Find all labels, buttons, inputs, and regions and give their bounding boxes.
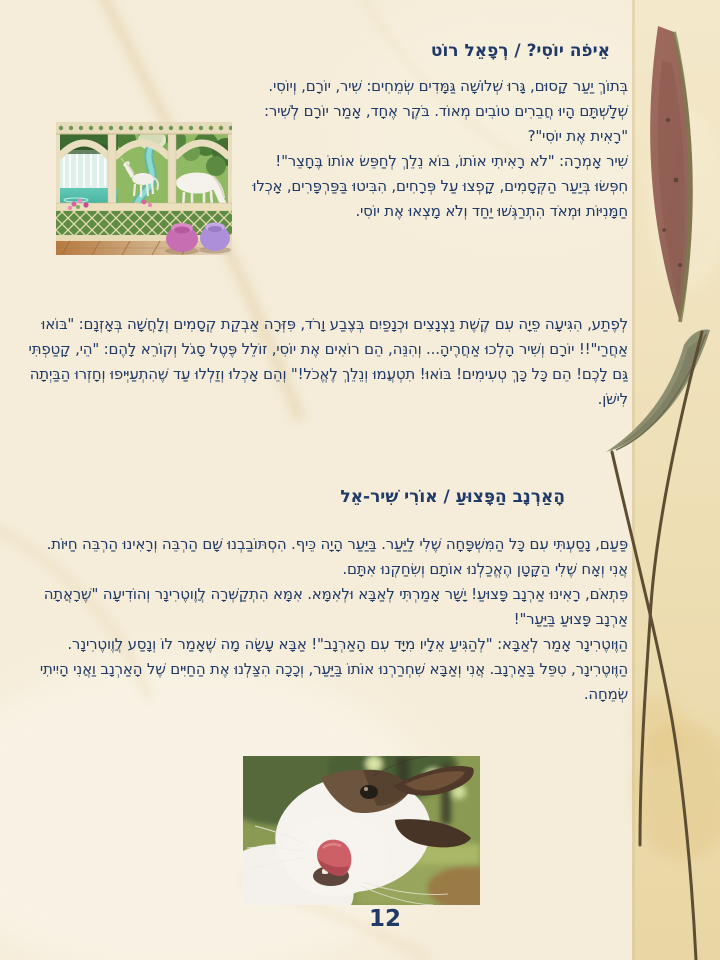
paragraph: פַּעַם, נָסַעְתִּי עִם כָּל הַמִּשְׁפָּחָה שֶׁלִי לַיַּעַר. בַּיַּעַר הָיָה כֵּיף. הִסְתּוֹבַבְנוּ שָׁם הַרְבֵּה וְרָאִינוּ הַרְבֵּה חַיּוֹת. אֲנִי וְאָח שֶׁלִי הַקָּטָן הֶאֱכַלְנוּ אוֹתָם וְשִׂחַקְנוּ אִתָּם. bbox=[46, 535, 628, 578]
paragraph: חִפְּשׂוּ בְּיַעַר הַקְּסָמִים, קָפְצוּ עַל פְּרָחִים, הִבִּיטוּ בַּפַּרְפָּרִים, אָכְלוּ חַמָּנִיּוֹת וּמְאֹד הִתְרַגְּשׁוּ יַחַד וְלֹא מָצְאוּ אֶת יוֹסִי. bbox=[252, 177, 628, 220]
paragraph: הַוֶּוטֶרִינָר, טִפֵּל בַּאַרְנָב. אֲנִי וְאַבָּא שִׁחְרַרְנוּ אוֹתוֹ בַּיַּעַר, וְכָכָה הִצַּלְנוּ אֶת הַחַיִּים שֶׁל הָאַרְנָב וַאֲנִי הָיִיתִי שְׂמֵחָה. bbox=[39, 660, 628, 703]
paragraph: שִׁיר אָמְרָה: "לֹא רָאִיתִי אוֹתוֹ, בּוֹא נֵלֵךְ לְחַפֵּשׂ אוֹתוֹ בֶּחָצֵר"! bbox=[275, 152, 628, 170]
rabbit-photo bbox=[243, 756, 480, 905]
paragraph: בְּתוֹךְ יַעַר קָסוּם, גָּרוּ שְׁלוֹשָׁה גַּמָּדִים שְׂמֵחִים: שִׁיר, יוֹרָם, וְיוֹסִי. bbox=[268, 77, 628, 95]
story1-title: אֵיפֹה יוֹסִי? / רְפָאֵל רוֹט bbox=[430, 41, 610, 61]
story1-text-wide bbox=[27, 312, 628, 412]
paragraph: לְפֶתַע, הִגִּיעָה פֵיָה עִם קֶשֶׁת נַצְנָצִים וּכְנָפַיִם בְּצֶבַע וָרֹד, פִּזְּרָה אַבְקַת קְסָמִים וְלָחֲשָׁה בְּאָזְנָם: "בּוֹאוּ אַחֲרַי"!! יוֹרָם וְשִׁיר הָלְכוּ אַחֲרֶיהָ... וְהִנֵּה, הֵם רוֹאִים אֶת יוֹסִי, זוֹלֵל פֶּטֶל סָגֹל וְקוֹרֵא לָהֶם: "הֵי, קָטַפְתִּי גַּם לָכֶם! הֵם כָּל כָּךְ טְעִימִים! בּוֹאוּ! תִטְעֲמוּ וְנֵלֵךְ לֶאֱכֹל!" וְהֵם אָכְלוּ וְזַלְלוּ עַד שֶׁהִתְעַיְּיפוּ וְחָזְרוּ הַבַּיְתָה לִישֹׁן. bbox=[28, 315, 628, 408]
story1-text-narrow bbox=[240, 74, 628, 224]
page-number: 12 bbox=[368, 906, 401, 932]
story2-text bbox=[27, 532, 628, 707]
story2-title: הָאַרְנָב הַפָּצוּעַ / אוֹרִי שִׁיר-אֵל bbox=[340, 487, 565, 507]
paragraph: הַוֶּוטֶרִינָר אָמַר לְאַבָּא: "לְהַגִּיעַ אֵלָיו מִיָּד עִם הָאַרְנָב"! אַבָּא עָשָׂה מָה שֶׁאָמַר לוֹ וְנָסַע לֲוֶוטֶרִינָר. bbox=[67, 635, 628, 653]
paragraph: שְׁלָשְׁתָּם הָיוּ חֲבֵרִים טוֹבִים מְאוֹד. בֹּקֶר אֶחָד, אָמַר יוֹרָם לְשִׁיר: "רָאִית אֶת יוֹסִי"? bbox=[264, 102, 628, 145]
unicorn-forest-image bbox=[56, 122, 232, 255]
rabbit-eye bbox=[360, 785, 378, 799]
paragraph: פִּתְאֹם, רָאִינוּ אַרְנָב פָּצוּעַ! יָשָׁר אָמַרְתִּי לְאַבָּא וּלְאִמָּא. אִמָּא הִתְקַשְּׁרָה לֲוֶוטֶרִינָר וְהוֹדִיעָה "שֶׁרָאֲתָה אַרְנָב פָּצוּעַ בַּיַּעַר"! bbox=[43, 585, 628, 628]
